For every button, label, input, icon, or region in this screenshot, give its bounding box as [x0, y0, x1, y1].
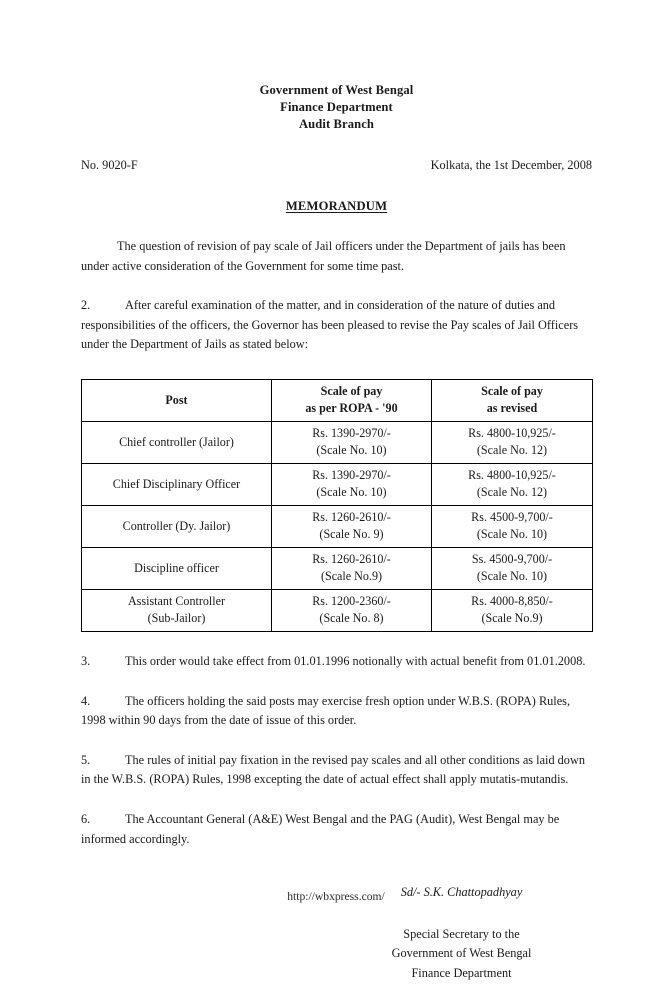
cell-revised-line2: (Scale No. 12) — [476, 443, 548, 458]
paragraph-4-text: The officers holding the said posts may exercise fresh option under W.B.S. (ROPA) Rules, 1998 within 90 days from the date of issue of this order. — [81, 693, 571, 728]
place-and-date: Kolkata, the 1st December, 2008 — [430, 158, 592, 172]
cell-ropa-line2: (Scale No. 8) — [319, 611, 384, 626]
cell-revised-line2: (Scale No. 12) — [476, 485, 548, 500]
cell-post — [82, 547, 272, 589]
table-header-post — [82, 379, 272, 421]
table-row — [82, 505, 593, 547]
reference-line — [81, 158, 592, 173]
signatory-name: Sd/- S.K. Chattopadhyay — [400, 885, 523, 900]
table-row — [82, 421, 593, 463]
paragraph-5 — [81, 751, 592, 790]
cell-revised-line1: Ss. 4500-9,700/- — [471, 551, 553, 566]
table-header-revised-line2: as revised — [486, 401, 538, 416]
letterhead — [81, 82, 592, 133]
paragraph-6-text: The Accountant General (A&E) West Bengal and the PAG (Audit), West Bengal may be informed accordingly. — [81, 811, 560, 846]
cell-revised — [432, 547, 593, 589]
cell-ropa — [272, 463, 432, 505]
paragraph-2-text: After careful examination of the matter, and in consideration of the nature of duties and responsibilities of the officers, the Governor has been pleased to revise the Pay scales of Jail Officers under the Department of Jails as stated below: — [81, 298, 579, 352]
paragraph-3 — [81, 652, 592, 672]
cell-ropa-line2: (Scale No. 10) — [316, 485, 387, 500]
cell-post-line1: Discipline officer — [134, 560, 219, 575]
designation-line-2: Government of West Bengal — [391, 946, 532, 961]
cell-revised — [432, 463, 593, 505]
paragraph-intro — [81, 237, 592, 276]
cell-ropa-line2: (Scale No. 10) — [316, 443, 387, 458]
cell-ropa — [272, 505, 432, 547]
table-header-revised — [432, 379, 593, 421]
cell-post-line1: Chief controller (Jailor) — [119, 434, 234, 449]
designation-line-1: Special Secretary to the — [403, 926, 520, 941]
table-header-ropa — [272, 379, 432, 421]
cell-revised-line1: Rs. 4500-9,700/- — [471, 509, 553, 524]
cell-revised — [432, 589, 593, 631]
cell-ropa-line2: (Scale No.9) — [320, 569, 383, 584]
cell-ropa-line1: Rs. 1390-2970/- — [312, 425, 391, 440]
cell-revised-line2: (Scale No.9) — [481, 611, 543, 626]
table-header-post-line1: Post — [165, 392, 188, 407]
paragraph-intro-text: The question of revision of pay scale of Jail officers under the Department of jails has been under active consideration of the Government for some time past. — [81, 239, 566, 273]
cell-post — [82, 463, 272, 505]
cell-post-line1: Assistant Controller — [127, 593, 226, 608]
document-content — [81, 0, 592, 984]
cell-revised-line2: (Scale No. 10) — [476, 527, 548, 542]
cell-ropa — [272, 589, 432, 631]
cell-post-line1: Controller (Dy. Jailor) — [122, 518, 231, 533]
memo-number: No. 9020-F — [81, 158, 138, 172]
paragraph-3-number: 3. — [81, 653, 91, 668]
paragraph-2 — [81, 296, 592, 355]
source-url: http://wbxpress.com/ — [287, 890, 385, 903]
letterhead-line-branch: Audit Branch — [298, 117, 375, 131]
cell-ropa-line2: (Scale No. 9) — [319, 527, 384, 542]
pay-scale-table — [81, 379, 593, 632]
paragraph-2-number: 2. — [81, 298, 91, 313]
table-header-ropa-line1: Scale of pay — [320, 383, 383, 398]
cell-ropa-line1: Rs. 1260-2610/- — [312, 551, 391, 566]
memo-title-container — [81, 197, 592, 215]
signatory-designation — [392, 925, 532, 984]
cell-ropa-line1: Rs. 1200-2360/- — [312, 593, 391, 608]
paragraph-6 — [81, 810, 592, 849]
paragraph-3-text: This order would take effect from 01.01.1996 notionally with actual benefit from 01.01.2008. — [125, 653, 586, 668]
cell-revised-line1: Rs. 4800-10,925/- — [468, 425, 556, 440]
cell-revised-line2: (Scale No. 10) — [476, 569, 548, 584]
table-header-revised-line1: Scale of pay — [481, 383, 543, 398]
table-row — [82, 463, 593, 505]
letterhead-line-department: Finance Department — [280, 100, 393, 114]
cell-revised — [432, 505, 593, 547]
cell-post-line1: Chief Disciplinary Officer — [112, 476, 241, 491]
paragraph-4 — [81, 692, 592, 731]
footer — [0, 890, 672, 903]
cell-revised-line1: Rs. 4800-10,925/- — [468, 467, 556, 482]
letterhead-line-government: Government of West Bengal — [259, 83, 414, 97]
page-title: MEMORANDUM — [285, 199, 388, 213]
paragraph-4-number: 4. — [81, 693, 91, 708]
cell-post-line2: (Sub-Jailor) — [147, 611, 206, 626]
cell-revised — [432, 421, 593, 463]
table-row — [82, 547, 593, 589]
paragraph-6-number: 6. — [81, 811, 91, 826]
designation-line-3: Finance Department — [411, 965, 512, 980]
paragraph-5-number: 5. — [81, 752, 91, 767]
cell-ropa-line1: Rs. 1390-2970/- — [312, 467, 391, 482]
cell-revised-line1: Rs. 4000-8,850/- — [471, 593, 553, 608]
paragraph-5-text: The rules of initial pay fixation in the revised pay scales and all other conditions as laid down in the W.B.S. (ROPA) Rules, 1998 excepting the date of actual effect shall apply mutatis-mutandis. — [81, 752, 585, 787]
cell-ropa-line1: Rs. 1260-2610/- — [312, 509, 391, 524]
table-header-row — [82, 379, 593, 421]
cell-ropa — [272, 421, 432, 463]
cell-post — [82, 505, 272, 547]
table-header-ropa-line2: as per ROPA - '90 — [305, 401, 398, 416]
cell-post — [82, 589, 272, 631]
cell-post — [82, 421, 272, 463]
table-row — [82, 589, 593, 631]
cell-ropa — [272, 547, 432, 589]
